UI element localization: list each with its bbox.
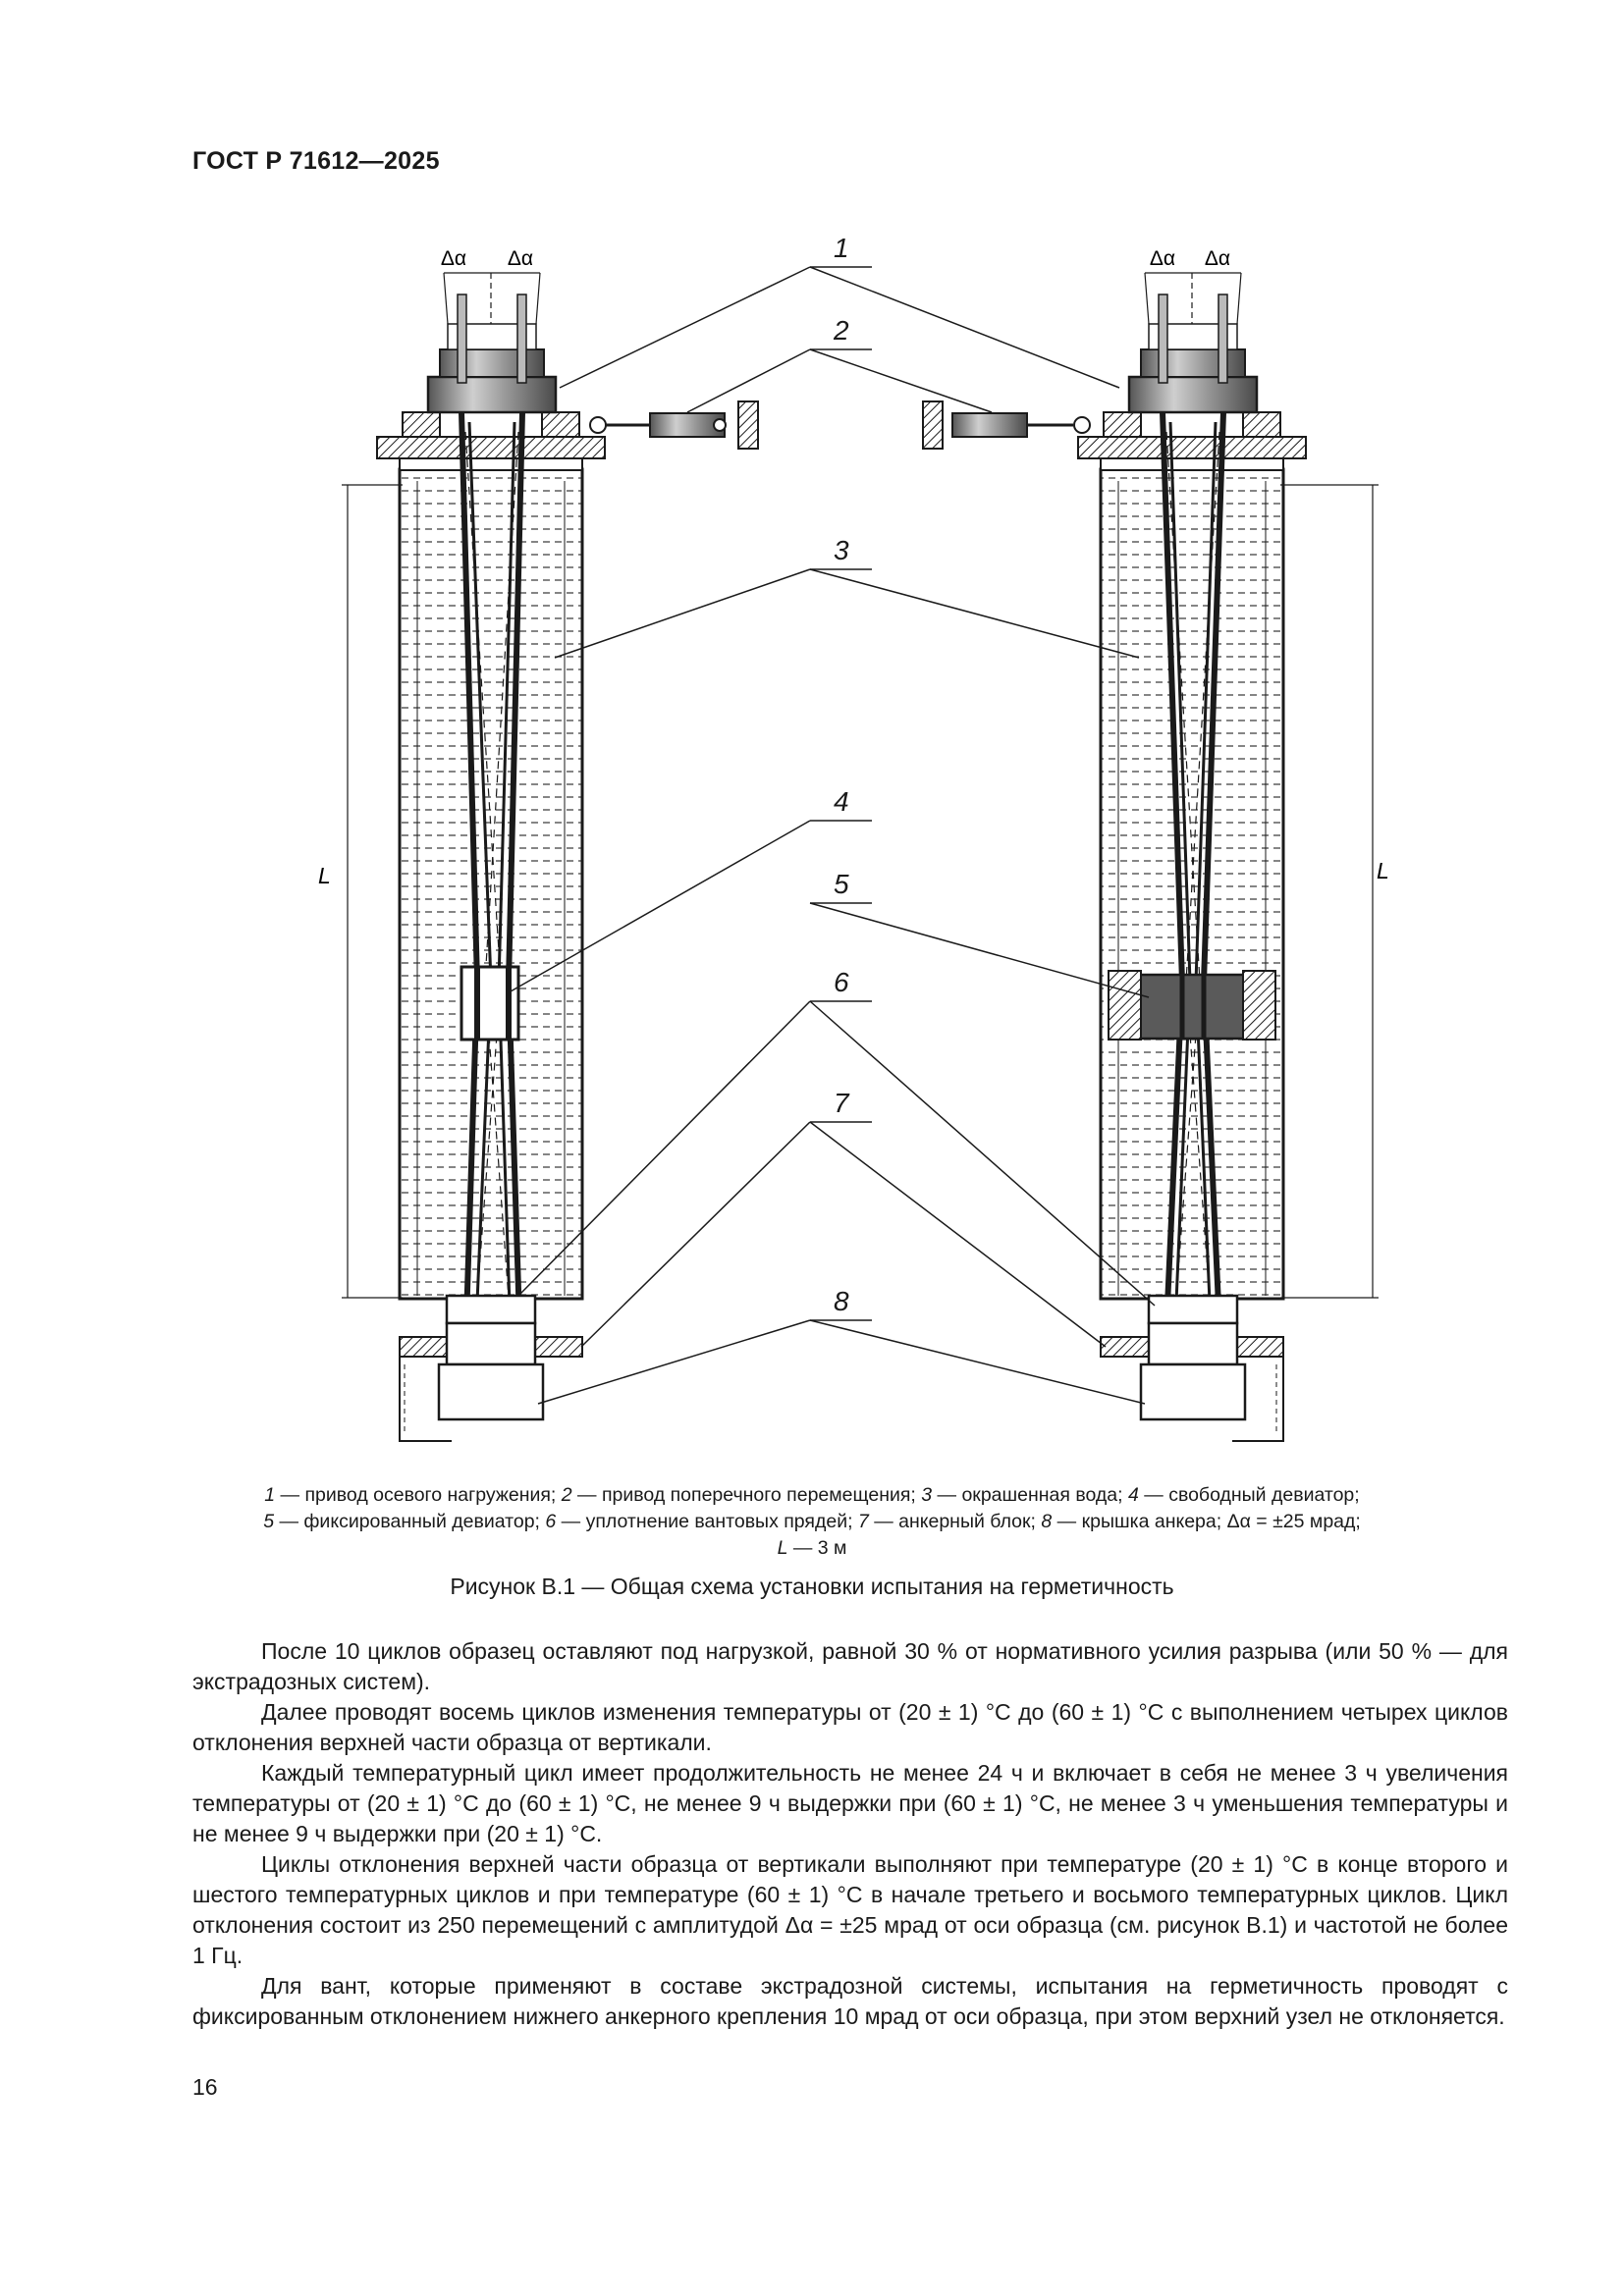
right-bottom-flange (1101, 1337, 1150, 1357)
left-top-flange (377, 437, 605, 458)
legend-item-text: — окрашенная вода; (932, 1484, 1128, 1506)
legend-item-text: — привод поперечного перемещения; (571, 1484, 922, 1506)
page-number: 16 (192, 2074, 218, 2100)
standard-code-header: ГОСТ Р 71612—2025 (192, 147, 440, 175)
left-axial-actuator (428, 377, 556, 412)
callout-1: 1 (834, 233, 849, 263)
left-water-tube (400, 469, 582, 1299)
right-deviation-label-1: Δα (1149, 247, 1176, 270)
figure-legend (177, 1482, 1447, 1562)
right-water-tube (1101, 469, 1283, 1299)
callout-3: 3 (834, 535, 849, 565)
right-transverse-actuator (923, 401, 1090, 449)
right-anchor-cap (1141, 1364, 1245, 1419)
callouts (511, 267, 1155, 1404)
left-strand-seal (447, 1296, 535, 1323)
figure-caption: Рисунок В.1 — Общая схема установки испытания на герметичность (450, 1574, 1174, 1599)
legend-item-text: — 3 м (787, 1537, 847, 1559)
legend-item-number: L (777, 1537, 788, 1559)
left-anchor-cap (439, 1364, 543, 1419)
legend-item-number: 2 (561, 1484, 572, 1506)
right-top-flange (1078, 437, 1306, 458)
left-deviation-label-1: Δα (440, 247, 467, 270)
legend-line-1 (177, 1482, 1447, 1509)
right-dimension-label: L (1377, 858, 1389, 883)
paragraph: Циклы отклонения верхней части образца от вертикали выполняют при температуре (20 ± 1) °С в конце второго и шестого температурных циклов и при температуре (60 ± 1) °С в начале третьего и восьмого температурных циклов. Цикл отклонения состоит из 250 перемещений с амплитудой Δα = ±25 мрад от оси образца (см. рисунок В.1) и частотой не более 1 Гц. (192, 1851, 1508, 1968)
callout-7: 7 (834, 1088, 849, 1118)
paragraph: После 10 циклов образец оставляют под нагрузкой, равной 30 % от нормативного усилия разрыва (или 50 % — для экстрадозных систем). (192, 1638, 1508, 1694)
right-axial-actuator (1129, 377, 1257, 412)
callout-6: 6 (834, 967, 849, 997)
callout-5: 5 (834, 869, 849, 899)
left-transverse-actuator (590, 401, 758, 449)
legend-item-text: — привод осевого нагружения; (275, 1484, 562, 1506)
right-fixed-deviator (1139, 975, 1245, 1039)
callout-8: 8 (834, 1286, 849, 1316)
paragraph: Далее проводят восемь циклов изменения температуры от (20 ± 1) °С до (60 ± 1) °С с выполнением четырех циклов отклонения верхней части образца от вертикали. (192, 1699, 1508, 1755)
legend-item-text: — крышка анкера; Δα = ±25 мрад; (1052, 1511, 1361, 1532)
legend-item-text: — свободный девиатор; (1138, 1484, 1360, 1506)
body-text (192, 1636, 1508, 2032)
left-bottom-flange (400, 1337, 449, 1357)
right-anchor-block (1149, 1323, 1237, 1364)
paragraph: Каждый температурный цикл имеет продолжительность не менее 24 ч и включает в себя не менее 3 ч увеличения температуры от (20 ± 1) °С до (60 ± 1) °С, не менее 9 ч выдержки при (60 ± 1) °С, не менее 3 ч уменьшения температуры и не менее 9 ч выдержки при (20 ± 1) °С. (192, 1760, 1508, 1846)
legend-line-3 (177, 1535, 1447, 1562)
legend-line-2 (177, 1509, 1447, 1535)
left-test-column (318, 247, 758, 1441)
legend-item-number: 1 (264, 1484, 276, 1506)
legend-item-text: — анкерный блок; (868, 1511, 1042, 1532)
callout-4: 4 (834, 786, 849, 817)
paragraph: Для вант, которые применяют в составе экстрадозной системы, испытания на герметичность проводят с фиксированным отклонением нижнего анкерного крепления 10 мрад от оси образца, при этом верхний узел не отклоняется. (192, 1973, 1508, 2029)
legend-item-number: 3 (921, 1484, 933, 1506)
left-dimension-label: L (318, 863, 331, 888)
left-anchor-block (447, 1323, 535, 1364)
callout-2: 2 (834, 315, 849, 346)
legend-item-number: 5 (263, 1511, 275, 1532)
legend-item-number: 7 (857, 1511, 869, 1532)
left-deviation-label-2: Δα (507, 247, 534, 270)
legend-item-text: — уплотнение вантовых прядей; (556, 1511, 858, 1532)
legend-item-text: — фиксированный девиатор; (274, 1511, 546, 1532)
legend-item-number: 4 (1128, 1484, 1139, 1506)
right-strand-seal (1149, 1296, 1237, 1323)
legend-item-number: 6 (545, 1511, 557, 1532)
callout-numbers (833, 233, 850, 1316)
legend-item-number: 8 (1041, 1511, 1053, 1532)
right-deviation-label-2: Δα (1204, 247, 1231, 270)
